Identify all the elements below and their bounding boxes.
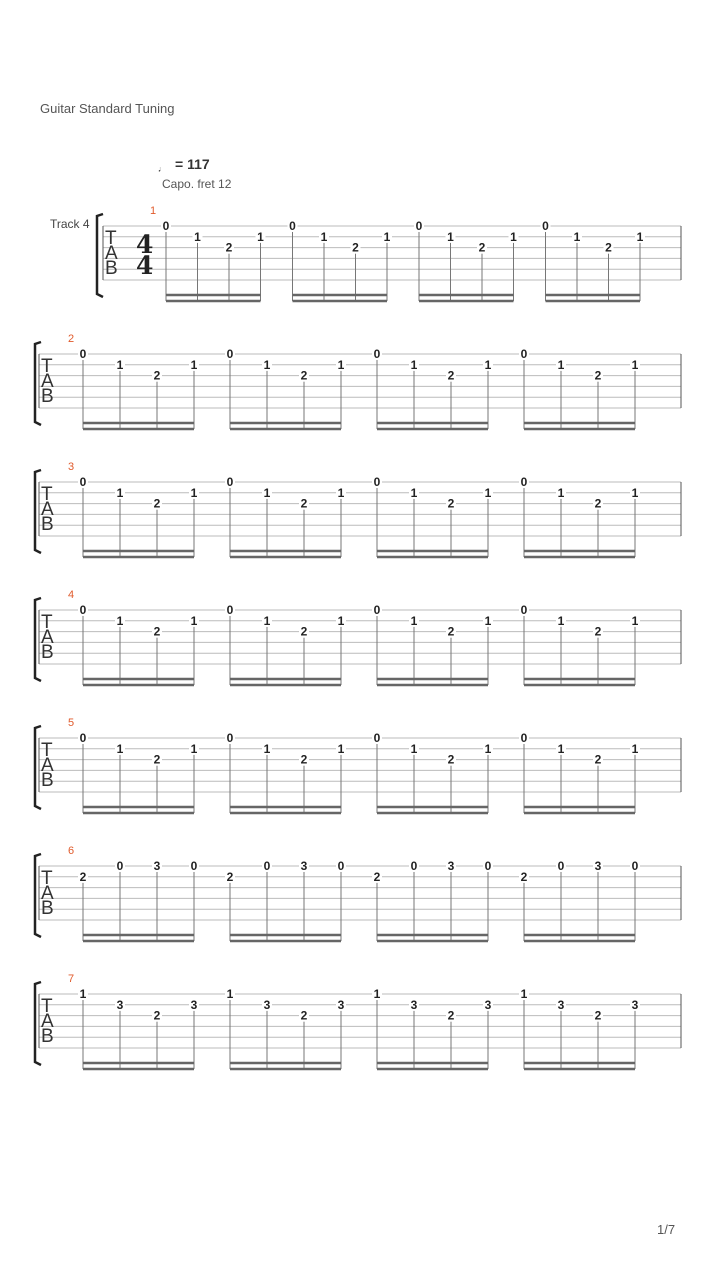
fret-number: 0 bbox=[410, 859, 418, 873]
fret-number: 2 bbox=[447, 496, 455, 511]
fret-number: 0 bbox=[631, 859, 639, 873]
fret-number: 1 bbox=[373, 987, 381, 1001]
fret-number: 2 bbox=[300, 1008, 308, 1023]
system-bracket bbox=[97, 214, 103, 297]
fret-number: 1 bbox=[484, 613, 492, 628]
fret-number: 1 bbox=[520, 987, 528, 1001]
tab-clef-letter: T bbox=[41, 356, 53, 377]
fret-number: 1 bbox=[484, 741, 492, 756]
fret-number: 2 bbox=[300, 496, 308, 511]
fret-number: 1 bbox=[337, 485, 345, 500]
measure-number: 7 bbox=[68, 973, 75, 985]
fret-number: 1 bbox=[410, 485, 418, 500]
fret-number: 2 bbox=[373, 869, 381, 884]
tab-clef-letter: B bbox=[105, 258, 118, 279]
fret-number: 1 bbox=[337, 741, 345, 756]
tempo-value: = 117 bbox=[175, 156, 210, 172]
fret-number: 0 bbox=[162, 219, 170, 233]
fret-number: 2 bbox=[594, 752, 602, 767]
fret-number: 1 bbox=[320, 229, 328, 244]
fret-number: 3 bbox=[447, 859, 455, 873]
fret-number: 1 bbox=[631, 485, 639, 500]
fret-number: 1 bbox=[263, 485, 271, 500]
tab-clef-letter: B bbox=[41, 770, 54, 791]
tab-clef-letter: A bbox=[41, 371, 54, 392]
tab-clef-letter: B bbox=[41, 1026, 54, 1047]
fret-number: 3 bbox=[594, 859, 602, 873]
fret-number: 2 bbox=[447, 752, 455, 767]
fret-number: 2 bbox=[153, 752, 161, 767]
fret-number: 2 bbox=[300, 624, 308, 639]
tab-clef-letter: B bbox=[41, 386, 54, 407]
fret-number: 2 bbox=[594, 368, 602, 383]
fret-number: 3 bbox=[300, 859, 308, 873]
tab-clef-letter: A bbox=[41, 627, 54, 648]
fret-number: 1 bbox=[484, 357, 492, 372]
tab-clef-letter: T bbox=[41, 740, 53, 761]
fret-number: 2 bbox=[153, 496, 161, 511]
fret-number: 0 bbox=[415, 219, 423, 233]
fret-number: 3 bbox=[631, 997, 639, 1012]
fret-number: 2 bbox=[447, 624, 455, 639]
fret-number: 1 bbox=[447, 229, 454, 244]
fret-number: 0 bbox=[79, 475, 87, 489]
fret-number: 3 bbox=[557, 997, 565, 1012]
tab-clef-letter: A bbox=[105, 243, 118, 264]
fret-number: 3 bbox=[410, 997, 418, 1012]
measure-number: 3 bbox=[68, 461, 75, 473]
fret-number: 2 bbox=[226, 869, 234, 884]
fret-number: 2 bbox=[605, 240, 612, 255]
fret-number: 1 bbox=[383, 229, 391, 244]
fret-number: 2 bbox=[447, 1008, 455, 1023]
fret-number: 1 bbox=[636, 229, 644, 244]
tab-clef-letter: B bbox=[41, 898, 54, 919]
fret-number: 2 bbox=[594, 624, 602, 639]
fret-number: 1 bbox=[573, 229, 581, 244]
fret-number: 2 bbox=[153, 1008, 161, 1023]
fret-number: 3 bbox=[116, 997, 124, 1012]
fret-number: 0 bbox=[373, 731, 381, 745]
fret-number: 0 bbox=[190, 859, 198, 873]
measure-number: 6 bbox=[68, 845, 75, 857]
fret-number: 2 bbox=[225, 240, 233, 255]
fret-number: 0 bbox=[79, 603, 87, 617]
fret-number: 1 bbox=[337, 357, 345, 372]
measure-number: 2 bbox=[68, 333, 75, 345]
fret-number: 2 bbox=[447, 368, 455, 383]
fret-number: 0 bbox=[373, 603, 381, 617]
fret-number: 0 bbox=[226, 603, 234, 617]
fret-number: 0 bbox=[520, 475, 528, 489]
measure-number: 1 bbox=[150, 205, 157, 217]
fret-number: 3 bbox=[153, 859, 161, 873]
fret-number: 1 bbox=[116, 485, 124, 500]
fret-number: 3 bbox=[190, 997, 198, 1012]
fret-number: 0 bbox=[79, 347, 87, 361]
fret-number: 1 bbox=[263, 357, 271, 372]
fret-number: 1 bbox=[226, 987, 234, 1001]
fret-number: 1 bbox=[557, 613, 565, 628]
fret-number: 2 bbox=[300, 368, 308, 383]
page-number: 1/7 bbox=[657, 1222, 676, 1237]
fret-number: 2 bbox=[594, 496, 602, 511]
fret-number: 0 bbox=[79, 731, 87, 745]
fret-number: 0 bbox=[226, 475, 234, 489]
fret-number: 1 bbox=[190, 485, 198, 500]
tab-clef-letter: T bbox=[41, 612, 53, 633]
track-label: Track 4 bbox=[50, 217, 90, 231]
fret-number: 1 bbox=[337, 613, 345, 628]
fret-number: 1 bbox=[557, 485, 565, 500]
measure-number: 4 bbox=[68, 589, 75, 601]
fret-number: 1 bbox=[510, 229, 517, 244]
time-signature-bottom: 4 bbox=[136, 251, 154, 280]
fret-number: 1 bbox=[79, 987, 87, 1001]
fret-number: 0 bbox=[542, 219, 549, 233]
fret-number: 2 bbox=[79, 869, 87, 884]
fret-number: 0 bbox=[373, 347, 381, 361]
fret-number: 1 bbox=[116, 357, 124, 372]
fret-number: 0 bbox=[557, 859, 565, 873]
fret-number: 1 bbox=[190, 613, 198, 628]
tab-clef-letter: T bbox=[41, 868, 53, 889]
fret-number: 1 bbox=[557, 357, 565, 372]
fret-number: 1 bbox=[410, 357, 418, 372]
fret-number: 2 bbox=[300, 752, 308, 767]
fret-number: 3 bbox=[263, 997, 271, 1012]
fret-number: 1 bbox=[257, 229, 264, 244]
fret-number: 0 bbox=[337, 859, 345, 873]
tab-clef-letter: B bbox=[41, 514, 54, 535]
fret-number: 2 bbox=[352, 240, 359, 255]
time-signature-top: 4 bbox=[136, 230, 154, 259]
fret-number: 1 bbox=[190, 357, 198, 372]
fret-number: 3 bbox=[484, 997, 492, 1012]
fret-number: 1 bbox=[631, 741, 639, 756]
fret-number: 3 bbox=[337, 997, 345, 1012]
fret-number: 1 bbox=[631, 357, 639, 372]
fret-number: 0 bbox=[484, 859, 492, 873]
tab-clef-letter: B bbox=[41, 642, 54, 663]
fret-number: 1 bbox=[631, 613, 639, 628]
fret-number: 0 bbox=[116, 859, 124, 873]
measure-number: 5 bbox=[68, 717, 75, 729]
fret-number: 1 bbox=[190, 741, 198, 756]
fret-number: 2 bbox=[478, 240, 486, 255]
fret-number: 1 bbox=[116, 741, 124, 756]
fret-number: 1 bbox=[263, 741, 271, 756]
tab-clef-letter: A bbox=[41, 1011, 54, 1032]
fret-number: 0 bbox=[520, 731, 528, 745]
fret-number: 0 bbox=[263, 859, 271, 873]
fret-number: 1 bbox=[194, 229, 201, 244]
fret-number: 1 bbox=[410, 741, 418, 756]
tab-clef-letter: T bbox=[41, 484, 53, 505]
fret-number: 1 bbox=[410, 613, 418, 628]
fret-number: 1 bbox=[263, 613, 271, 628]
fret-number: 0 bbox=[226, 347, 234, 361]
tab-clef-letter: T bbox=[41, 996, 53, 1017]
tab-clef-letter: A bbox=[41, 499, 54, 520]
fret-number: 0 bbox=[226, 731, 234, 745]
fret-number: 0 bbox=[289, 219, 296, 233]
fret-number: 2 bbox=[153, 624, 161, 639]
fret-number: 0 bbox=[520, 603, 528, 617]
fret-number: 0 bbox=[373, 475, 381, 489]
fret-number: 0 bbox=[520, 347, 528, 361]
fret-number: 2 bbox=[520, 869, 528, 884]
fret-number: 1 bbox=[557, 741, 565, 756]
tab-clef-letter: T bbox=[105, 228, 117, 249]
fret-number: 1 bbox=[484, 485, 492, 500]
fret-number: 2 bbox=[153, 368, 161, 383]
tab-clef-letter: A bbox=[41, 883, 54, 904]
fret-number: 1 bbox=[116, 613, 124, 628]
tab-clef-letter: A bbox=[41, 755, 54, 776]
capo-label: Capo. fret 12 bbox=[162, 177, 232, 191]
tuning-label: Guitar Standard Tuning bbox=[40, 101, 175, 116]
fret-number: 2 bbox=[594, 1008, 602, 1023]
